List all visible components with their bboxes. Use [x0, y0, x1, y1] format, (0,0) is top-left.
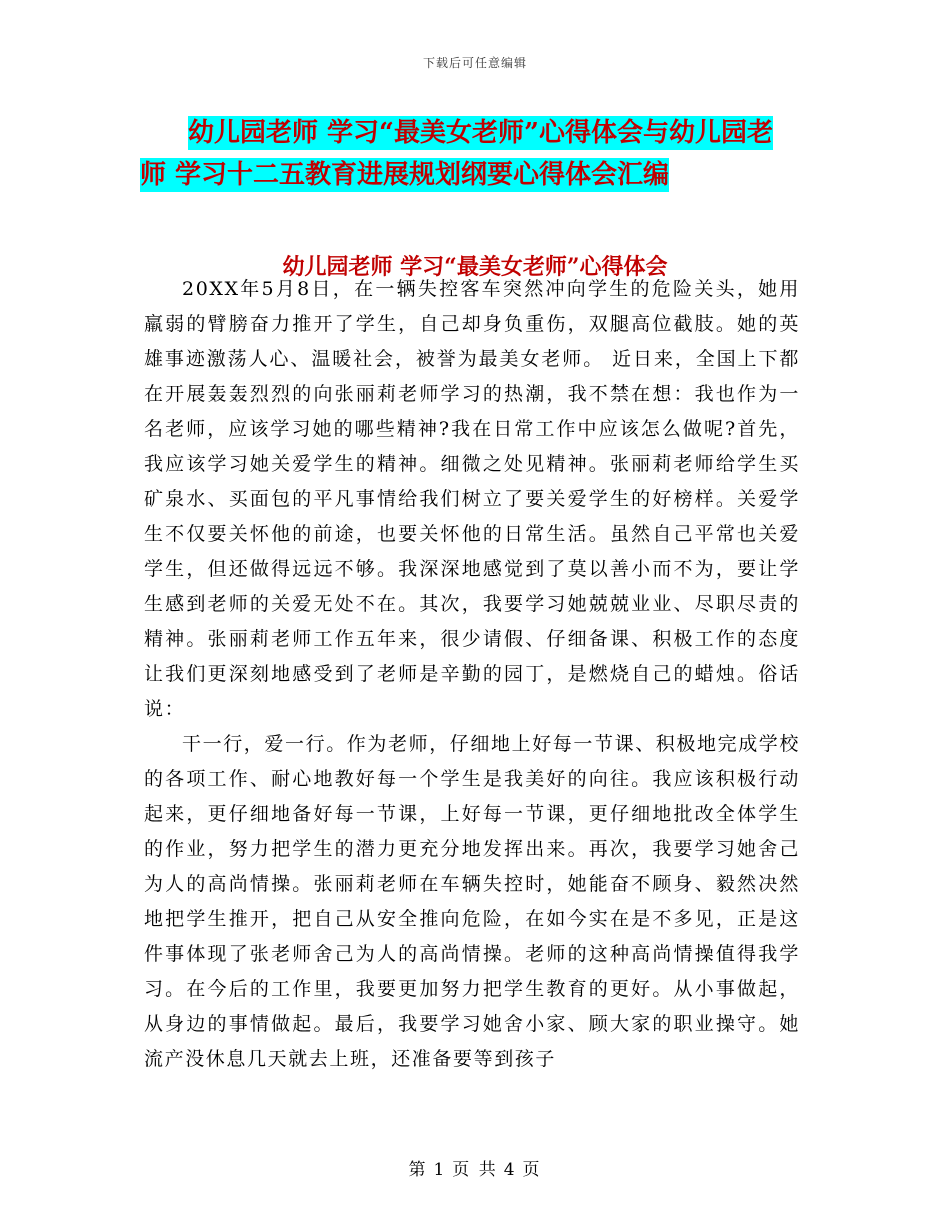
- document-title: [140, 112, 820, 196]
- footer-page-number: 1: [433, 1160, 447, 1180]
- footer-total-pages: 4: [503, 1160, 517, 1180]
- footer-prefix: 第: [408, 1160, 428, 1180]
- document-title-line-2: 师 学习十二五教育进展规划纲要心得体会汇编: [140, 160, 670, 190]
- footer-suffix: 页: [522, 1160, 542, 1180]
- section-title: 幼儿园老师 学习“最美女老师”心得体会: [282, 254, 668, 280]
- paragraph-2: 干一行，爱一行。作为老师，仔细地上好每一节课、积极地完成学校的各项工作、耐心地教好每一个学生是我美好的向往。我应该积极行动起来，更仔细地备好每一节课，上好每一节课，更仔细地批改全体学生的作业，努力把学生的潜力更充分地发挥出来。再次，我要学习她舍己为人的高尚情操。张丽莉老师在车辆失控时，她能奋不顾身、毅然决然地把学生推开，把自己从安全推向危险，在如今实在是不多见，正是这件事体现了张老师舍己为人的高尚情操。老师的这种高尚情操值得我学习。在今后的工作里，我要更加努力把学生教育的更好。从小事做起，从身边的事情做起。最后，我要学习她舍小家、顾大家的职业操守。她流产没休息几天就去上班，还准备要等到孩子: [144, 733, 801, 1070]
- body-text: [144, 272, 800, 1077]
- page-footer: [0, 1155, 950, 1180]
- paragraph-1: 20XX年5月8日，在一辆失控客车突然冲向学生的危险关头，她用羸弱的臂膀奋力推开了学生，自己却身负重伤，双腿高位截肢。她的英雄事迹激荡人心、温暖社会，被誉为最美女老师。 近日来，全国上下都在开展轰轰烈烈的向张丽莉老师学习的热潮，我不禁在想：我也作为一名老师，应该学习她的哪些精神?我在日常工作中应该怎么做呢?首先，我应该学习她关爱学生的精神。细微之处见精神。张丽莉老师给学生买矿泉水、买面包的平凡事情给我们树立了要关爱学生的好榜样。关爱学生不仅要关怀他的前途，也要关怀他的日常生活。虽然自己平常也关爱学生，但还做得远远不够。我深深地感觉到了莫以善小而不为，要让学生感到老师的关爱无处不在。其次，我要学习她兢兢业业、尽职尽责的精神。张丽莉老师工作五年来，很少请假、仔细备课、积极工作的态度让我们更深刻地感受到了老师是辛勤的园丁，是燃烧自己的蜡烛。俗话说：: [144, 278, 800, 720]
- document-title-line-1: 幼儿园老师 学习“最美女老师”心得体会与幼儿园老: [188, 118, 773, 148]
- footer-mid: 页 共: [452, 1160, 498, 1180]
- page-header-note: 下载后可任意编辑: [422, 56, 527, 70]
